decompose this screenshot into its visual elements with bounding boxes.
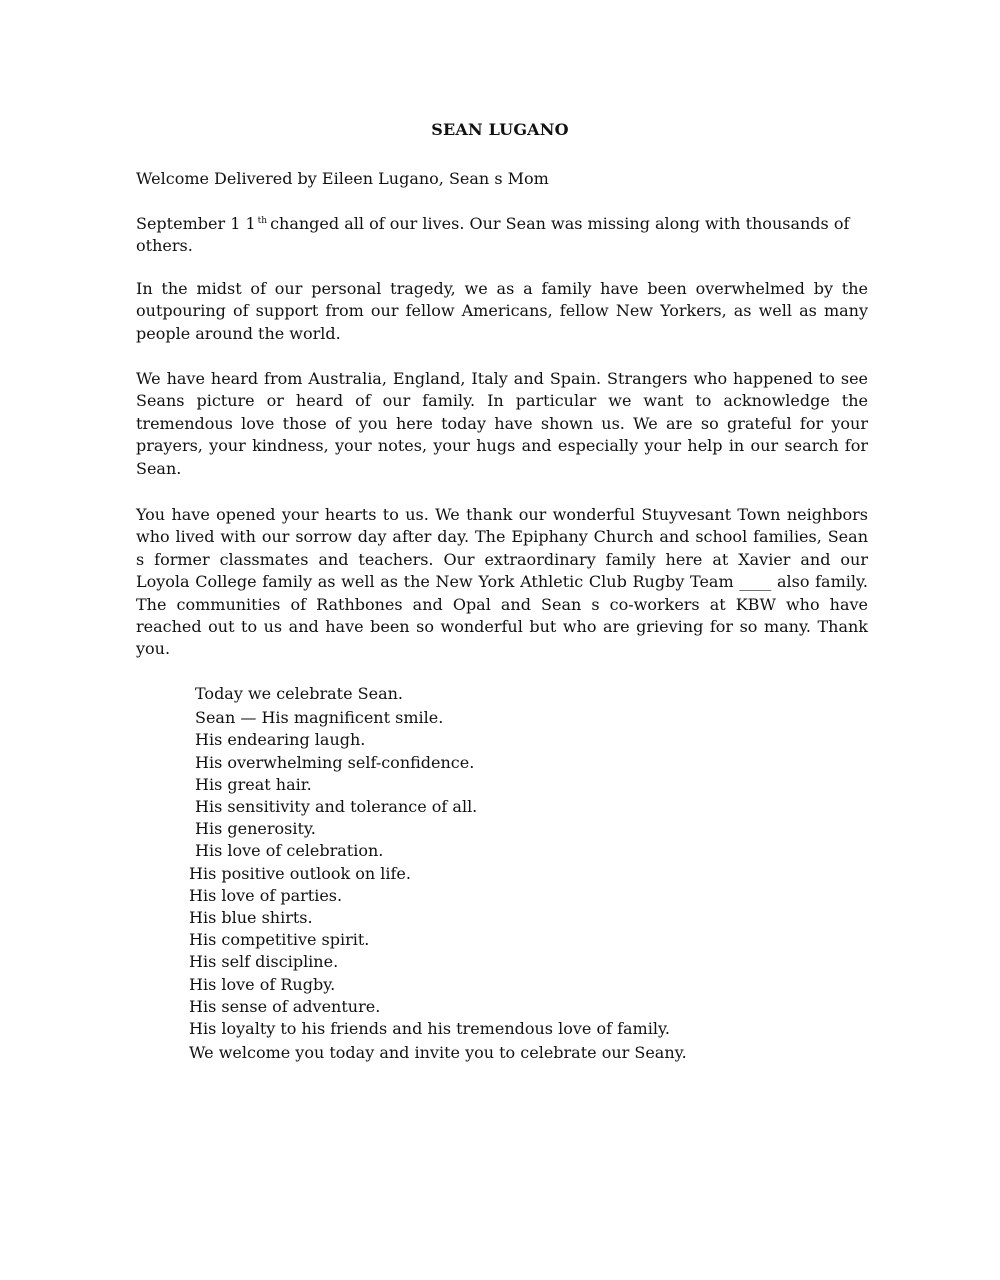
tribute-line: His positive outlook on life.	[189, 863, 411, 883]
closing-line: We welcome you today and invite you to celebrate our Seany.	[189, 1043, 687, 1063]
tribute-line: His love of Rugby.	[189, 974, 336, 994]
paragraph-heard: We have heard from Australia, England, Italy and Spain. Strangers who happened to see Seans picture or heard of our family. In particular we want to acknowledge the tremendous love those of you here today have shown us. We are so grateful for your prayers, your kindness, your notes, your hugs and especially your help in our search for Sean.	[136, 369, 868, 478]
tribute-line: Today we celebrate Sean.	[195, 684, 404, 703]
september-text: changed all of our lives. Our Sean was missing along with thousands of others.	[136, 214, 850, 256]
tribute-line: Sean — His magnificent smile.	[195, 708, 444, 728]
tribute-line: His loyalty to his friends and his tremendous love of family.	[189, 1019, 670, 1039]
tribute-line: His great hair.	[195, 774, 312, 794]
paragraph-opened: You have opened your hearts to us. We thank our wonderful Stuyvesant Town neighbors who lived with our sorrow day after day. The Epiphany Church and school families, Sean s former classmates and teachers. Our extraordinary family here at Xavier and our Loyola College family as well as the New York Athletic Club Rugby Team ____ also family. The communities of Rathbones and Opal and Sean s co-workers at KBW who have reached out to us and have been so wonderful but who are grieving for so many. Thank you.	[136, 505, 868, 659]
tribute-line: His love of celebration.	[195, 841, 384, 861]
tribute-line: His self discipline.	[189, 952, 339, 972]
paragraph-september	[136, 210, 868, 258]
tribute-line: His competitive spirit.	[189, 930, 370, 950]
tribute-line: His overwhelming self-confidence.	[195, 752, 475, 772]
tribute-line: His sense of adventure.	[189, 996, 381, 1016]
date-superscript: th	[257, 216, 268, 226]
tribute-line: His love of parties.	[189, 885, 343, 905]
tribute-line: His generosity.	[195, 819, 316, 839]
paragraph-midst: In the midst of our personal tragedy, we as a family have been overwhelmed by the outpouring of support from our fellow Americans, fellow New Yorkers, as well as many people around the world.	[136, 279, 868, 343]
tribute-line: His endearing laugh.	[195, 730, 366, 750]
tribute-line: His blue shirts.	[189, 908, 313, 928]
tribute-list	[0, 683, 1000, 1064]
document-title: SEAN LUGANO	[431, 120, 569, 139]
september-date: September 1 1	[136, 214, 256, 233]
welcome-line: Welcome Delivered by Eileen Lugano, Sean s Mom	[136, 169, 549, 188]
tribute-line: His sensitivity and tolerance of all.	[195, 797, 478, 817]
